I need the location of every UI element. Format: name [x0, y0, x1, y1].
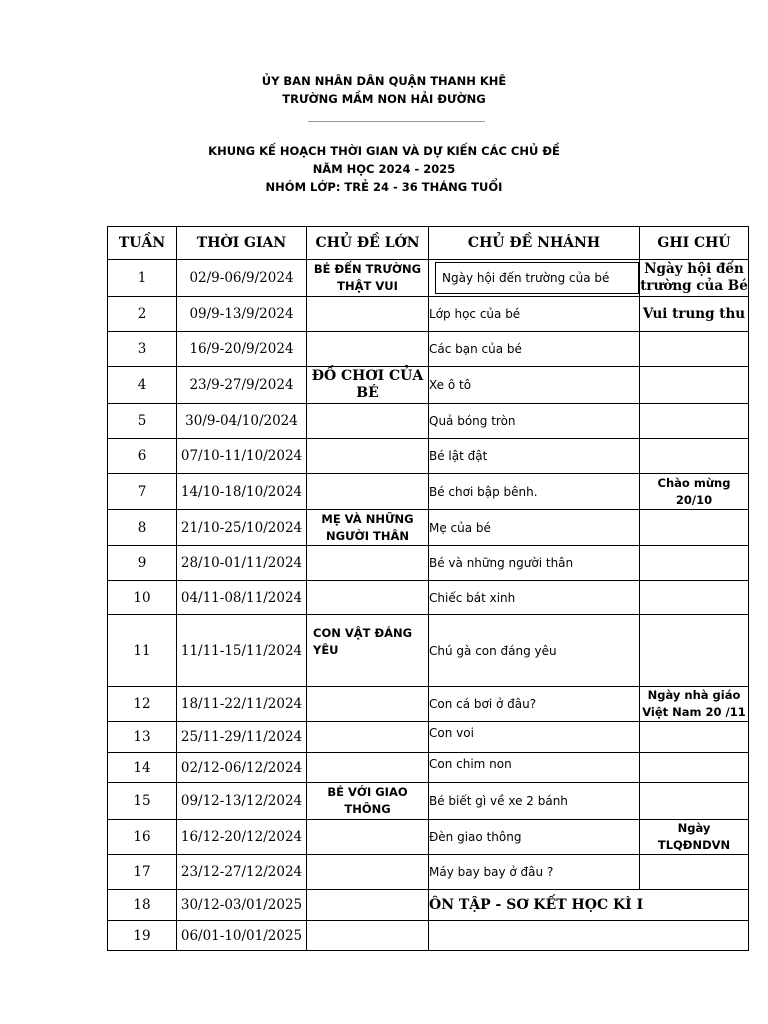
- week-cell: 6: [108, 439, 177, 474]
- note-cell: [640, 439, 749, 474]
- sub-theme-cell: Con chim non: [429, 753, 640, 783]
- table-row: [108, 474, 749, 510]
- table-row: [108, 753, 749, 783]
- sub-theme-cell: [429, 260, 640, 297]
- table-row: [108, 439, 749, 474]
- sub-theme-cell: Đèn giao thông: [429, 820, 640, 855]
- time-cell: 02/9-06/9/2024: [177, 260, 307, 297]
- col-note: GHI CHÚ: [640, 227, 749, 260]
- main-theme-cell: [307, 581, 429, 615]
- header-divider: [308, 121, 485, 122]
- time-cell: 23/9-27/9/2024: [177, 367, 307, 404]
- time-cell: 21/10-25/10/2024: [177, 510, 307, 546]
- week-cell: 12: [108, 687, 177, 722]
- main-theme-cell: [307, 297, 429, 332]
- table-row: [108, 510, 749, 546]
- table-row: [108, 890, 749, 921]
- school-name: TRƯỜNG MẦM NON HẢI ĐƯỜNG: [282, 92, 486, 106]
- note-cell: [640, 783, 749, 820]
- week-cell: 16: [108, 820, 177, 855]
- main-theme-cell: [307, 474, 429, 510]
- note-cell: Ngày TLQĐNDVN: [640, 820, 749, 855]
- plan-title: KHUNG KẾ HOẠCH THỜI GIAN VÀ DỰ KIẾN CÁC CHỦ ĐỀ: [208, 144, 560, 158]
- week-cell: 18: [108, 890, 177, 921]
- sub-theme-cell: Bé biết gì về xe 2 bánh: [429, 783, 640, 820]
- time-cell: 30/9-04/10/2024: [177, 404, 307, 439]
- time-cell: 30/12-03/01/2025: [177, 890, 307, 921]
- main-theme-cell: [307, 855, 429, 890]
- note-cell: [640, 367, 749, 404]
- table-row: [108, 404, 749, 439]
- week-cell: 5: [108, 404, 177, 439]
- plan-table: [107, 226, 749, 951]
- sub-theme-cell: Quả bóng tròn: [429, 404, 640, 439]
- week-cell: 3: [108, 332, 177, 367]
- letterhead: [0, 72, 768, 108]
- main-theme-cell: BÉ VỚI GIAO THÔNG: [307, 783, 429, 820]
- time-cell: 25/11-29/11/2024: [177, 722, 307, 753]
- time-cell: 02/12-06/12/2024: [177, 753, 307, 783]
- sub-theme-cell: Xe ô tô: [429, 367, 640, 404]
- note-cell: [640, 581, 749, 615]
- table-row: [108, 297, 749, 332]
- week-cell: 8: [108, 510, 177, 546]
- org-line: ỦY BAN NHÂN DÂN QUẬN THANH KHÊ: [261, 74, 507, 88]
- class-group: NHÓM LỚP: TRẺ 24 - 36 THÁNG TUỔI: [265, 180, 503, 194]
- time-cell: 28/10-01/11/2024: [177, 546, 307, 581]
- week-cell: 1: [108, 260, 177, 297]
- sub-theme-cell: Bé chơi bập bênh.: [429, 474, 640, 510]
- note-cell: [640, 722, 749, 753]
- time-cell: 09/9-13/9/2024: [177, 297, 307, 332]
- table-row: [108, 332, 749, 367]
- main-theme-cell: [307, 439, 429, 474]
- main-theme-cell: [307, 890, 429, 921]
- sub-theme-cell: Con cá bơi ở đâu?: [429, 687, 640, 722]
- time-cell: 04/11-08/11/2024: [177, 581, 307, 615]
- note-cell: Chào mừng 20/10: [640, 474, 749, 510]
- main-theme-cell: ĐỒ CHƠI CỦA BÉ: [307, 367, 429, 404]
- week-cell: 9: [108, 546, 177, 581]
- table-row: [108, 367, 749, 404]
- time-cell: 18/11-22/11/2024: [177, 687, 307, 722]
- main-theme-cell: [307, 820, 429, 855]
- time-cell: 06/01-10/01/2025: [177, 921, 307, 951]
- main-theme-cell: MẸ VÀ NHỮNG NGƯỜI THÂN: [307, 510, 429, 546]
- table-row: [108, 855, 749, 890]
- week-cell: 7: [108, 474, 177, 510]
- main-theme-cell: [307, 546, 429, 581]
- table-row: [108, 722, 749, 753]
- week-cell: 19: [108, 921, 177, 951]
- table-row: [108, 615, 749, 687]
- table-row: [108, 820, 749, 855]
- week-cell: 10: [108, 581, 177, 615]
- sub-theme-cell: Bé và những người thân: [429, 546, 640, 581]
- main-theme-cell: BÉ ĐẾN TRƯỜNG THẬT VUI: [307, 260, 429, 297]
- note-cell: Ngày nhà giáo Việt Nam 20 /11: [640, 687, 749, 722]
- time-cell: 16/9-20/9/2024: [177, 332, 307, 367]
- review-cell: ÔN TẬP - SƠ KẾT HỌC KÌ I: [429, 890, 749, 921]
- sub-theme-cell: Lớp học của bé: [429, 297, 640, 332]
- note-cell: [640, 332, 749, 367]
- table-row: [108, 260, 749, 297]
- table-row: [108, 783, 749, 820]
- table-row: [108, 687, 749, 722]
- sub-theme-cell: Con voi: [429, 722, 640, 753]
- note-cell: [640, 404, 749, 439]
- note-cell: Ngày hội đến trường của Bé: [640, 260, 749, 297]
- time-cell: 11/11-15/11/2024: [177, 615, 307, 687]
- plan-heading: [0, 142, 768, 196]
- week-cell: 13: [108, 722, 177, 753]
- main-theme-cell: CON VẬT ĐÁNG YÊU: [307, 615, 429, 687]
- school-year: NĂM HỌC 2024 - 2025: [312, 162, 456, 176]
- sub-theme-cell: Chú gà con đáng yêu: [429, 615, 640, 687]
- note-cell: [640, 510, 749, 546]
- sub-theme-cell: Bé lật đật: [429, 439, 640, 474]
- main-theme-cell: [307, 921, 429, 951]
- week-cell: 11: [108, 615, 177, 687]
- time-cell: 07/10-11/10/2024: [177, 439, 307, 474]
- col-sub-theme: CHỦ ĐỀ NHÁNH: [429, 227, 640, 260]
- table-row: [108, 921, 749, 951]
- main-theme-cell: [307, 332, 429, 367]
- time-cell: 16/12-20/12/2024: [177, 820, 307, 855]
- table-header-row: [108, 227, 749, 260]
- review-cell: [429, 921, 749, 951]
- week-cell: 15: [108, 783, 177, 820]
- col-time: THỜI GIAN: [177, 227, 307, 260]
- time-cell: 23/12-27/12/2024: [177, 855, 307, 890]
- main-theme-cell: [307, 687, 429, 722]
- col-week: TUẦN: [108, 227, 177, 260]
- sub-theme-cell: Mẹ của bé: [429, 510, 640, 546]
- week-cell: 2: [108, 297, 177, 332]
- main-theme-cell: [307, 722, 429, 753]
- note-cell: [640, 615, 749, 687]
- table-row: [108, 546, 749, 581]
- note-cell: [640, 855, 749, 890]
- main-theme-cell: [307, 404, 429, 439]
- table-row: [108, 581, 749, 615]
- main-theme-cell: [307, 753, 429, 783]
- sub-theme-cell: Máy bay bay ở đâu ?: [429, 855, 640, 890]
- note-cell: [640, 753, 749, 783]
- week-cell: 4: [108, 367, 177, 404]
- time-cell: 14/10-18/10/2024: [177, 474, 307, 510]
- sub-theme-cell: Các bạn của bé: [429, 332, 640, 367]
- time-cell: 09/12-13/12/2024: [177, 783, 307, 820]
- note-cell: [640, 546, 749, 581]
- sub-theme-cell: Chiếc bát xinh: [429, 581, 640, 615]
- week-cell: 14: [108, 753, 177, 783]
- week-cell: 17: [108, 855, 177, 890]
- col-main-theme: CHỦ ĐỀ LỚN: [307, 227, 429, 260]
- note-cell: Vui trung thu: [640, 297, 749, 332]
- sub-theme-box: Ngày hội đến trường của bé: [435, 262, 639, 294]
